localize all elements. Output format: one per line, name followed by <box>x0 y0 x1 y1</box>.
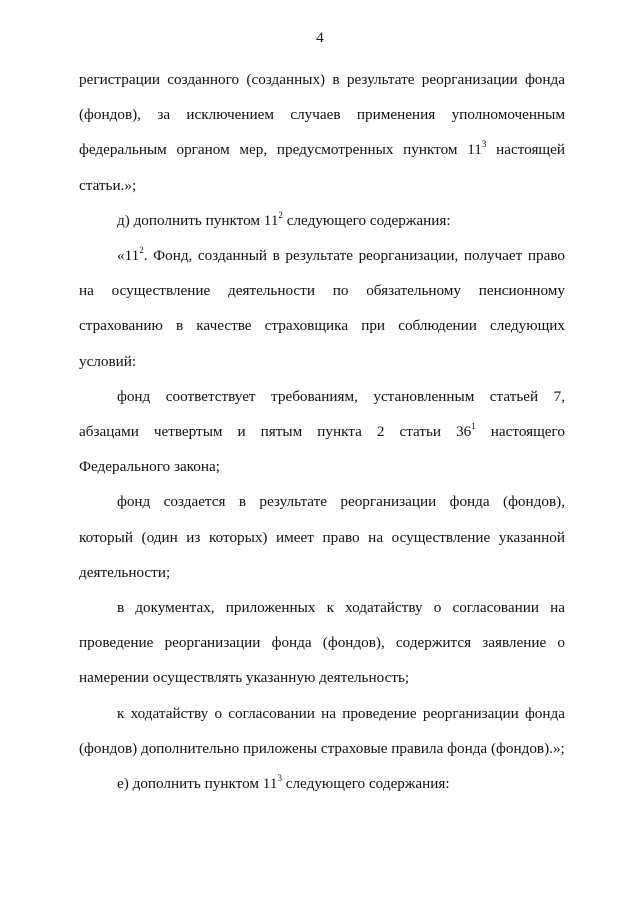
superscript: 2 <box>139 245 144 256</box>
text-run: в документах, приложенных к ходатайству о согласовании на проведение реорганизации фонда (фондов), содержится заявление о намерении осуществлять указанную деятельность; <box>79 599 565 687</box>
paragraph-registration <box>79 62 565 203</box>
text-run: д) дополнить пунктом 11 <box>117 211 279 229</box>
text-run: настоящего Федерального закона; <box>79 423 565 476</box>
text-run: следующего содержания: <box>282 211 451 229</box>
paragraph-condition-requirements <box>79 379 565 485</box>
text-run: . Фонд, созданный в результате реорганизации, получает право на осуществление деятельности по обязательному пенсионному страхованию в качестве страховщика при соблюдении следующих условий: <box>79 247 565 370</box>
text-run: настоящей статьи.»; <box>79 141 565 194</box>
text-run: е) дополнить пунктом 11 <box>117 775 278 793</box>
paragraph-condition-rules <box>79 696 565 766</box>
paragraph-condition-reorganization <box>79 484 565 590</box>
superscript: 3 <box>481 139 487 150</box>
text-run: регистрации созданного (созданных) в результате реорганизации фонда (фондов), за исключением случаев применения уполномоченным федеральным органом мер, предусмотренных пунктом 11 <box>79 71 565 159</box>
superscript: 1 <box>471 421 476 432</box>
text-run: к ходатайству о согласовании на проведение реорганизации фонда (фондов) дополнительно приложены страховые правила фонда (фондов).»; <box>79 704 565 757</box>
paragraph-point-11-2 <box>79 238 565 379</box>
body-text <box>79 62 565 801</box>
text-run: «11 <box>117 247 140 265</box>
superscript: 3 <box>277 773 282 784</box>
page-number: 4 <box>316 30 324 46</box>
text-run: следующего содержания: <box>281 775 450 793</box>
paragraph-item-d <box>79 203 565 238</box>
text-run: фонд соответствует требованиям, установленным статьей 7, абзацами четвертым и пятым пункта 2 статьи 36 <box>79 387 565 441</box>
text-run: фонд создается в результате реорганизации фонда (фондов), который (один из которых) имеет право на осуществление указанной деятельности; <box>79 493 565 581</box>
paragraph-condition-documents <box>79 590 565 696</box>
superscript: 2 <box>278 209 283 220</box>
paragraph-item-e <box>79 766 565 801</box>
